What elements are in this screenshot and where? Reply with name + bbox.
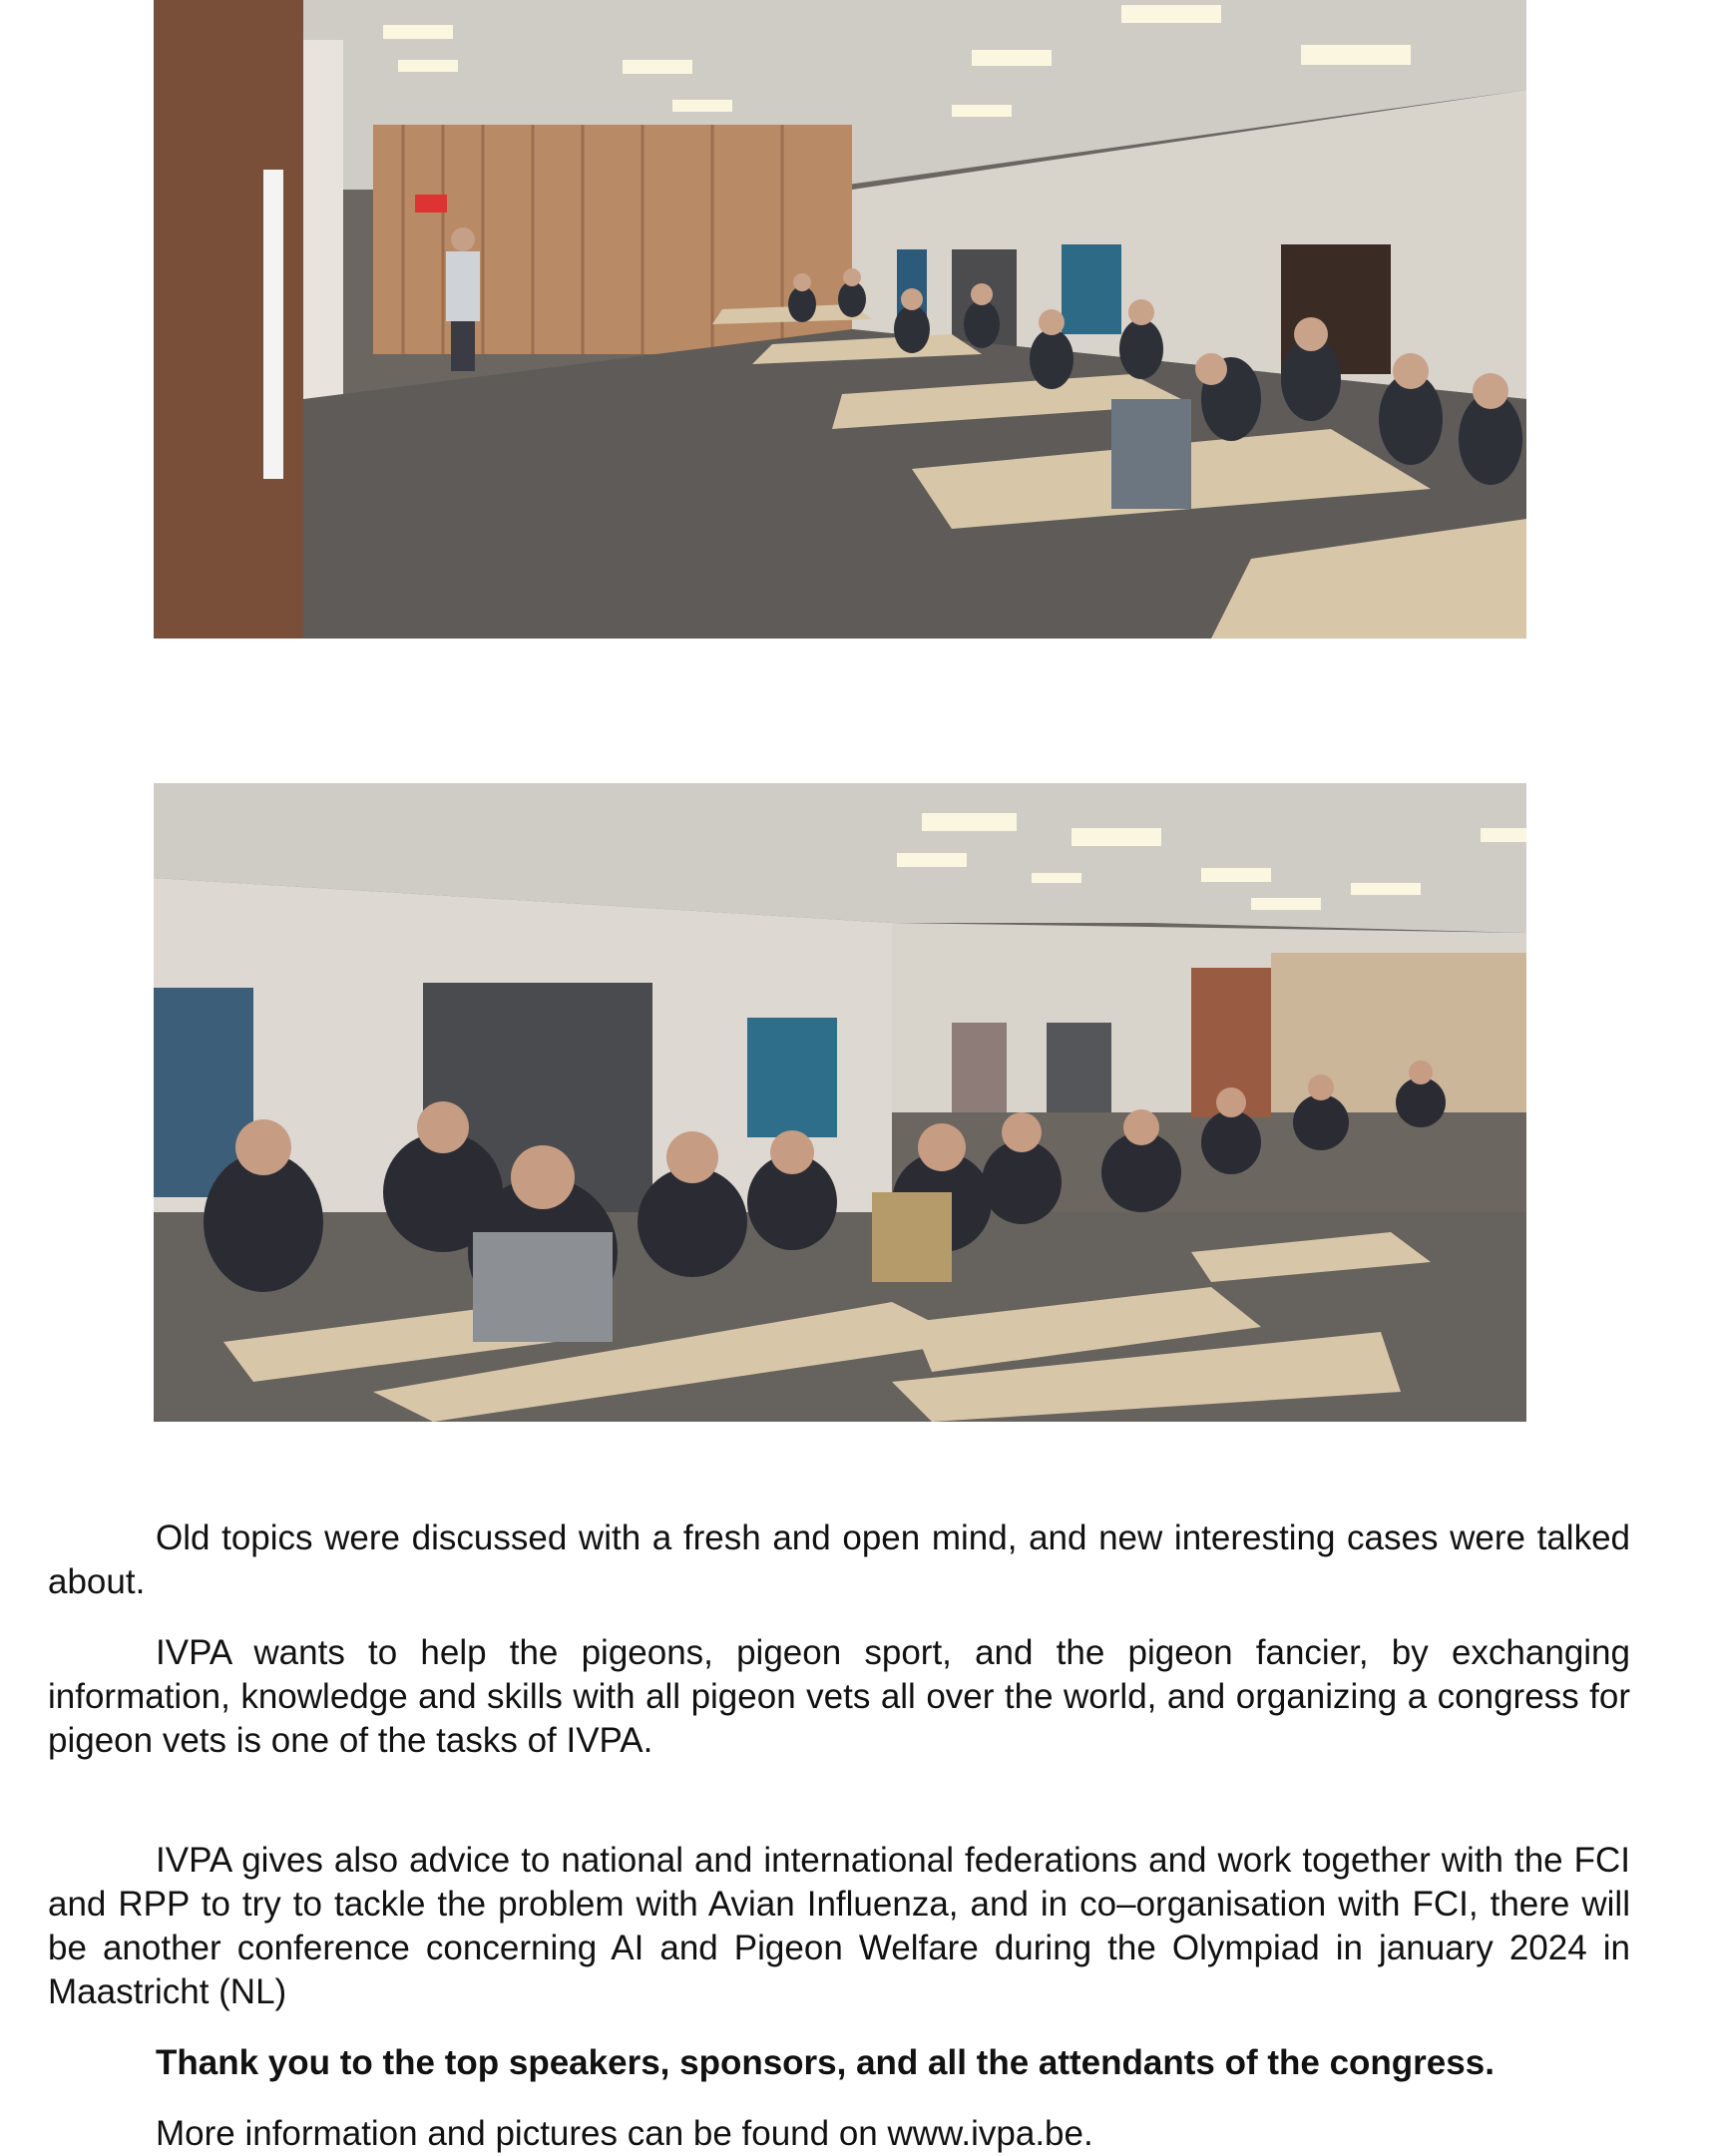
photo-congress-room-front xyxy=(154,783,1526,1422)
conference-photo-icon xyxy=(154,0,1526,639)
conference-photo-icon xyxy=(154,783,1526,1422)
article-text xyxy=(48,1516,1630,2156)
paragraph-ivpa-mission: IVPA wants to help the pigeons, pigeon sport, and the pigeon fancier, by exchanging information, knowledge and skills with all pigeon vets all over the world, and organizing a congress for pigeon vets is one of the tasks of IVPA. xyxy=(48,1633,1630,1760)
paragraph-more-info: More information and pictures can be found on www.ivpa.be. xyxy=(156,2114,1093,2153)
paragraph-topics: Old topics were discussed with a fresh and open mind, and new interesting cases were talked about. xyxy=(48,1518,1630,1601)
paragraph-avian-influenza: IVPA gives also advice to national and international federations and work together with the FCI and RPP to try to tackle the problem with Avian Influenza, and in co–organisation with FCI, there will be another conference concerning AI and Pigeon Welfare during the Olympiad in january 2024 in Maastricht (NL) xyxy=(48,1841,1630,2011)
photo-congress-room-back xyxy=(154,0,1526,639)
paragraph-thank-you: Thank you to the top speakers, sponsors, and all the attendants of the congress. xyxy=(156,2043,1495,2082)
